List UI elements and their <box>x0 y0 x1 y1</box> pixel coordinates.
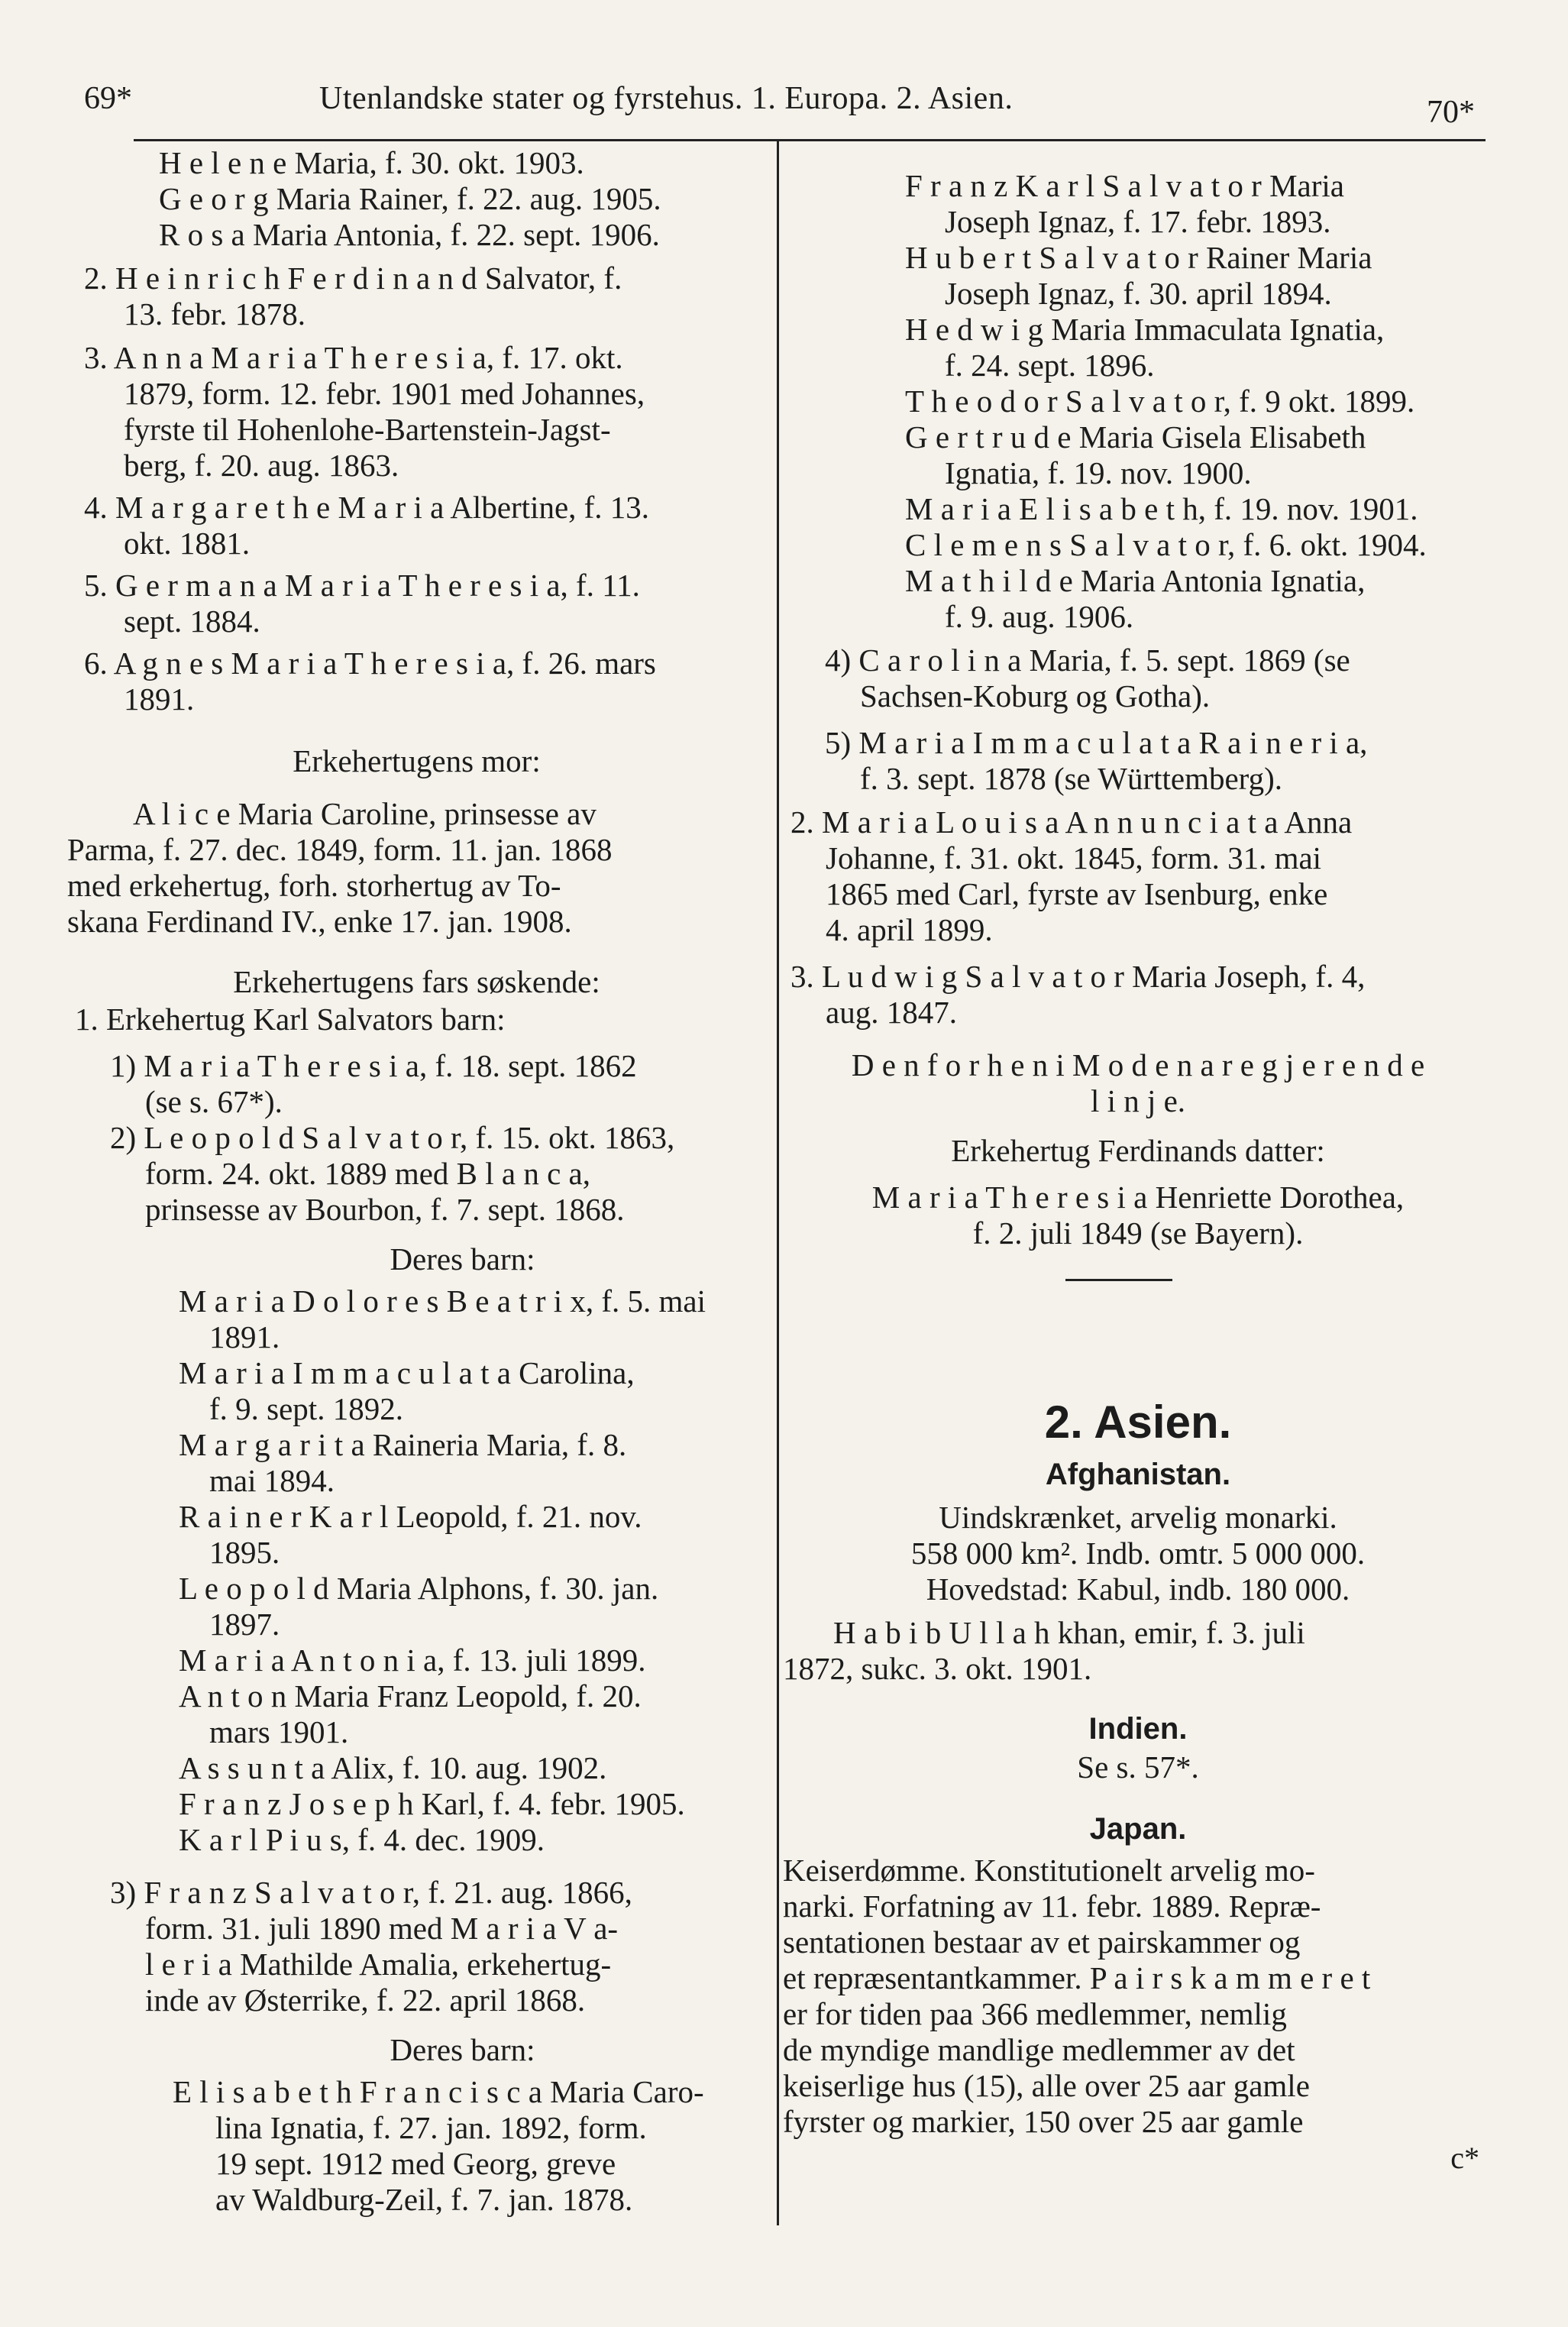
text-line: form. 24. okt. 1889 med B l a n c a, <box>145 1156 591 1191</box>
text-line: 1) M a r i a T h e r e s i a, f. 18. sept. 1862 <box>110 1048 637 1083</box>
text-line: er for tiden paa 366 medlemmer, nemlig <box>783 1996 1287 2031</box>
text-line: l e r i a Mathilde Amalia, erkehertug- <box>145 1947 612 1982</box>
text-line: mars 1901. <box>209 1714 349 1749</box>
text-line: et repræsentantkammer. P a i r s k a m m e r e t <box>783 1960 1371 1995</box>
section-heading: Erkehertugens mor: <box>293 743 541 778</box>
text-line: E l i s a b e t h F r a n c i s c a Maria Caro- <box>173 2074 704 2109</box>
text-line: 19 sept. 1912 med Georg, greve <box>215 2146 616 2181</box>
text-line: 1891. <box>209 1319 280 1354</box>
text-line: C l e m e n s S a l v a t o r, f. 6. okt. 1904. <box>905 527 1427 562</box>
text-line: R o s a Maria Antonia, f. 22. sept. 1906. <box>159 217 660 252</box>
text-line: A s s u n t a Alix, f. 10. aug. 1902. <box>179 1750 607 1785</box>
text-line: 1897. <box>209 1607 280 1642</box>
text-line: K a r l P i u s, f. 4. dec. 1909. <box>179 1822 545 1857</box>
text-line: prinsesse av Bourbon, f. 7. sept. 1868. <box>145 1192 625 1227</box>
text-line: Keiserdømme. Konstitutionelt arvelig mo- <box>783 1853 1315 1888</box>
running-title: Utenlandske stater og fyrstehus. 1. Europa. 2. Asien. <box>319 81 1014 116</box>
section-heading: Deres barn: <box>390 2032 535 2067</box>
text-line: 5) M a r i a I m m a c u l a t a R a i n e r i a, <box>825 725 1368 760</box>
text-line: f. 24. sept. 1896. <box>945 348 1155 383</box>
text-line: Uindskrænket, arvelig monarki. <box>939 1500 1337 1535</box>
country-heading-afghanistan: Afghanistan. <box>1045 1458 1231 1491</box>
text-line: fyrste til Hohenlohe-Bartenstein-Jagst- <box>124 412 611 447</box>
text-line: F r a n z J o s e p h Karl, f. 4. febr. 1905. <box>179 1786 685 1821</box>
text-line: M a r i a E l i s a b e t h, f. 19. nov. 1901. <box>905 491 1418 526</box>
text-line: 2. H e i n r i c h F e r d i n a n d Salvator, f. <box>84 261 622 296</box>
text-line: sept. 1884. <box>124 604 260 639</box>
section-heading: l i n j e. <box>1090 1083 1186 1118</box>
section-divider <box>1065 1279 1172 1281</box>
text-line: 3. L u d w i g S a l v a t o r Maria Joseph, f. 4, <box>790 959 1366 994</box>
text-line: Sachsen-Koburg og Gotha). <box>860 678 1211 714</box>
text-line: H e d w i g Maria Immaculata Ignatia, <box>905 312 1385 347</box>
section-heading: D e n f o r h e n i M o d e n a r e g j e r e n d e <box>851 1047 1425 1083</box>
text-line: f. 9. sept. 1892. <box>209 1391 403 1426</box>
page-number-left: 69* <box>84 81 132 116</box>
text-line: form. 31. juli 1890 med M a r i a V a- <box>145 1911 619 1946</box>
text-line: 4) C a r o l i n a Maria, f. 5. sept. 1869 (se <box>825 642 1350 678</box>
text-line: M a t h i l d e Maria Antonia Ignatia, <box>905 563 1366 598</box>
text-line: H a b i b U l l a h khan, emir, f. 3. juli <box>833 1615 1305 1650</box>
text-line: A l i c e Maria Caroline, prinsesse av <box>133 796 596 831</box>
text-line: mai 1894. <box>209 1463 335 1498</box>
text-line: 3) F r a n z S a l v a t o r, f. 21. aug. 1866, <box>110 1875 632 1910</box>
text-line: M a r i a T h e r e s i a Henriette Dorothea, <box>871 1180 1405 1215</box>
text-line: Ignatia, f. 19. nov. 1900. <box>945 455 1252 490</box>
signature-mark: c* <box>1450 2141 1479 2175</box>
text-line: narki. Forfatning av 11. febr. 1889. Repræ- <box>783 1888 1321 1924</box>
text-line: T h e o d o r S a l v a t o r, f. 9 okt. 1899. <box>905 384 1415 419</box>
text-line: f. 3. sept. 1878 (se Württemberg). <box>860 761 1282 796</box>
text-line: Joseph Ignaz, f. 30. april 1894. <box>945 276 1332 311</box>
text-line: 4. april 1899. <box>826 912 993 947</box>
text-line: 5. G e r m a n a M a r i a T h e r e s i a, f. 11. <box>84 568 640 603</box>
text-line: 13. febr. 1878. <box>124 296 306 332</box>
text-line: H e l e n e Maria, f. 30. okt. 1903. <box>159 145 584 180</box>
text-line: 1895. <box>209 1535 280 1570</box>
text-line: Johanne, f. 31. okt. 1845, form. 31. mai <box>826 840 1322 875</box>
page-header <box>0 73 1568 134</box>
section-heading: Deres barn: <box>390 1241 535 1277</box>
text-line: 1879, form. 12. febr. 1901 med Johannes, <box>124 376 645 411</box>
right-column <box>783 145 1493 2175</box>
text-line: M a r i a D o l o r e s B e a t r i x, f. 5. mai <box>179 1283 706 1319</box>
page-number-right: 70* <box>1427 95 1475 130</box>
text-line: keiserlige hus (15), alle over 25 aar gamle <box>783 2068 1310 2103</box>
text-line: 3. A n n a M a r i a T h e r e s i a, f. 17. okt. <box>84 340 623 375</box>
section-heading: Erkehertugens fars søskende: <box>233 964 600 999</box>
text-line: av Waldburg-Zeil, f. 7. jan. 1878. <box>215 2182 633 2217</box>
text-line: okt. 1881. <box>124 526 251 561</box>
text-line: G e o r g Maria Rainer, f. 22. aug. 1905. <box>159 181 661 216</box>
country-heading-indien: Indien. <box>1088 1712 1188 1746</box>
text-line: 2. M a r i a L o u i s a A n n u n c i a t a Anna <box>790 804 1353 840</box>
text-line: inde av Østerrike, f. 22. april 1868. <box>145 1982 586 2018</box>
text-line: M a r i a A n t o n i a, f. 13. juli 1899. <box>179 1642 646 1678</box>
text-line: Hovedstad: Kabul, indb. 180 000. <box>926 1571 1350 1607</box>
text-line: F r a n z K a r l S a l v a t o r Maria <box>905 168 1344 203</box>
text-line: 2) L e o p o l d S a l v a t o r, f. 15. okt. 1863, <box>110 1120 675 1155</box>
text-line: Se s. 57*. <box>1077 1749 1199 1785</box>
text-line: fyrster og markier, 150 over 25 aar gamle <box>783 2104 1304 2139</box>
text-line: M a r i a I m m a c u l a t a Carolina, <box>179 1355 635 1390</box>
text-line: de myndige mandlige medlemmer av det <box>783 2032 1295 2067</box>
text-line: aug. 1847. <box>826 995 957 1030</box>
text-line: f. 2. juli 1849 (se Bayern). <box>972 1215 1304 1251</box>
text-line: lina Ignatia, f. 27. jan. 1892, form. <box>215 2110 647 2145</box>
text-line: L e o p o l d Maria Alphons, f. 30. jan. <box>179 1571 659 1606</box>
section-title-asien: 2. Asien. <box>1044 1397 1232 1448</box>
text-line: M a r g a r i t a Raineria Maria, f. 8. <box>179 1427 627 1462</box>
text-line: 1891. <box>124 681 195 717</box>
text-line: sentationen bestaar av et pairskammer og <box>783 1924 1301 1960</box>
text-line: berg, f. 20. aug. 1863. <box>124 448 399 483</box>
text-line: 558 000 km². Indb. omtr. 5 000 000. <box>910 1536 1366 1571</box>
text-line: 4. M a r g a r e t h e M a r i a Albertine, f. 13. <box>84 490 650 525</box>
header-rule <box>134 139 1486 141</box>
text-line: 1. Erkehertug Karl Salvators barn: <box>75 1002 506 1037</box>
text-line: 1865 med Carl, fyrste av Isenburg, enke <box>826 876 1328 911</box>
country-heading-japan: Japan. <box>1089 1812 1187 1846</box>
text-line: G e r t r u d e Maria Gisela Elisabeth <box>905 419 1366 455</box>
text-line: A n t o n Maria Franz Leopold, f. 20. <box>179 1678 642 1714</box>
left-column <box>67 145 766 2217</box>
text-line: f. 9. aug. 1906. <box>945 599 1134 634</box>
section-heading: Erkehertug Ferdinands datter: <box>951 1133 1325 1168</box>
text-line: Parma, f. 27. dec. 1849, form. 11. jan. 1868 <box>67 832 613 867</box>
text-line: med erkehertug, forh. storhertug av To- <box>67 868 561 903</box>
text-line: 6. A g n e s M a r i a T h e r e s i a, f. 26. mars <box>84 646 656 681</box>
text-line: H u b e r t S a l v a t o r Rainer Maria <box>905 240 1372 275</box>
text-line: Joseph Ignaz, f. 17. febr. 1893. <box>945 204 1331 239</box>
text-line: (se s. 67*). <box>145 1084 283 1119</box>
text-line: 1872, sukc. 3. okt. 1901. <box>783 1651 1092 1686</box>
text-line: R a i n e r K a r l Leopold, f. 21. nov. <box>179 1499 642 1534</box>
text-line: skana Ferdinand IV., enke 17. jan. 1908. <box>67 904 572 939</box>
